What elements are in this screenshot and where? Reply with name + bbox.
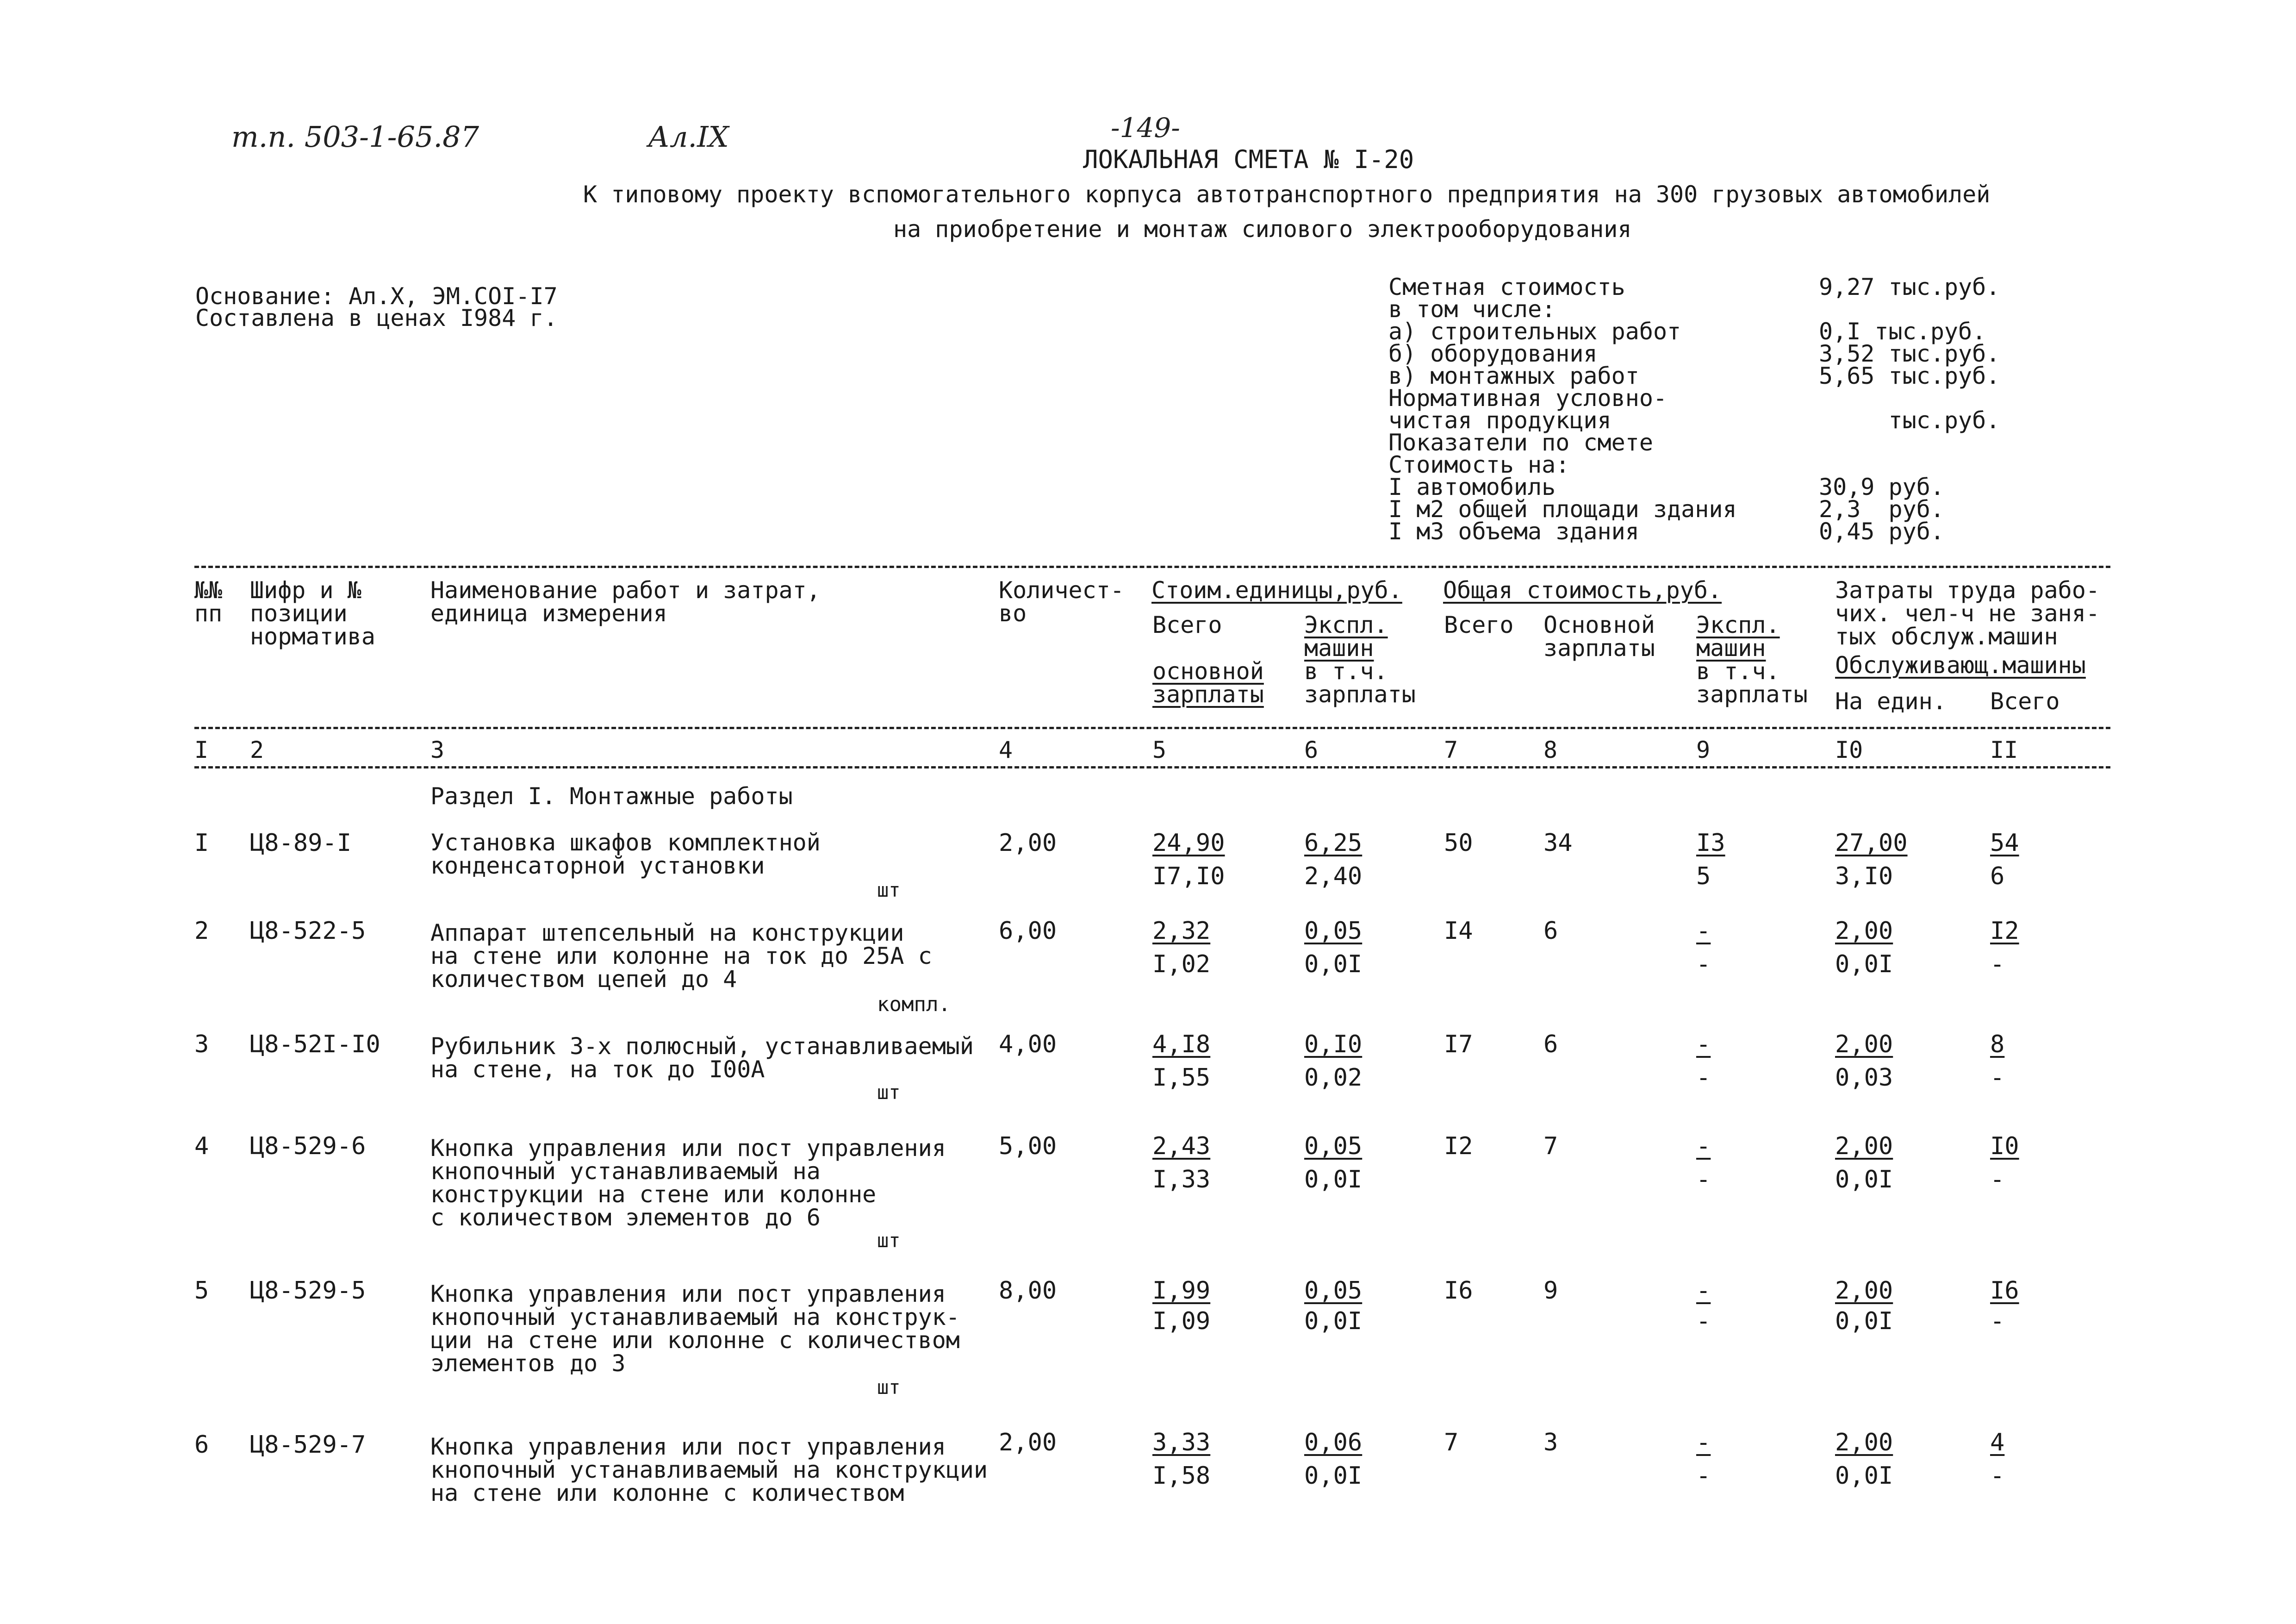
page-number: -149- (1111, 112, 1180, 144)
summary-value: 30,9 руб. (1819, 474, 1944, 500)
col-header-unit-machines: Экспл. машин (1304, 612, 1388, 662)
row-total-machines: - (1696, 1429, 1711, 1456)
col-header-labor-unit: На един. (1835, 688, 1947, 715)
dashed-rule (194, 566, 2110, 568)
row-code: Ц8-529-6 (250, 1132, 366, 1160)
col-number: 8 (1543, 737, 1558, 763)
row-description: Аппарат штепсельный на конструкции на стене или колонне на ток до 25А с количеством цепей до 4 (430, 919, 932, 993)
row-total-wage: 6 (1543, 1031, 1558, 1058)
col-number: 9 (1696, 737, 1711, 763)
summary-label: I м2 общей площади здания (1388, 496, 1737, 523)
row-unit-total: 4,I8 (1152, 1031, 1211, 1058)
row-labor-unit: 2,00 (1835, 1277, 1893, 1305)
row-total-wage: 7 (1543, 1132, 1558, 1160)
page-title: ЛОКАЛЬНАЯ СМЕТА № I-20 (1083, 145, 1414, 174)
col-header-code: Шифр и № позиции норматива (250, 577, 375, 650)
row-unit-wage: I,58 (1152, 1462, 1211, 1490)
row-total: 50 (1444, 829, 1473, 857)
row-unit-machines: 6,25 (1304, 829, 1363, 857)
row-unit-machine-wage: 0,02 (1304, 1064, 1363, 1092)
album-number: Ал.IX (648, 120, 729, 154)
basis-line-2: Составлена в ценах I984 г. (195, 305, 558, 331)
summary-value: 9,27 тыс.руб. (1819, 274, 2000, 300)
row-unit-machines: 0,05 (1304, 1277, 1363, 1305)
summary-label: а) строительных работ (1388, 318, 1681, 345)
row-labor-unit: 2,00 (1835, 1031, 1893, 1058)
row-labor-total-machines: 6 (1990, 862, 2005, 890)
col-number: 3 (430, 737, 445, 763)
row-labor-total-machines: - (1990, 950, 2005, 978)
row-unit-total: 24,90 (1152, 829, 1225, 857)
row-description: Кнопка управления или пост управления кнопочный устанавливаемый на конструкции на стене или колонне с количеством (430, 1433, 988, 1506)
row-total-machines: I3 (1696, 829, 1725, 857)
row-description: Кнопка управления или пост управления кнопочный устанавливаемый на конструк- ции на стене или колонне с количеством элементов до 3 (430, 1280, 960, 1377)
row-total-machines: - (1696, 1132, 1711, 1160)
col-number: 6 (1304, 737, 1319, 763)
col-header-number: №№ пп (194, 577, 223, 627)
row-labor-total-machines: - (1990, 1166, 2005, 1193)
subtitle-line-1: К типовому проекту вспомогательного корпуса автотранспортного предприятия на 300 грузовых автомобилей (583, 181, 1991, 208)
row-total-wage: 9 (1543, 1277, 1558, 1305)
row-labor-unit-machines: 3,I0 (1835, 862, 1893, 890)
row-description: Рубильник 3-х полюсный, устанавливаемый на стене, на ток до I00А (430, 1033, 974, 1083)
summary-value: 2,3 руб. (1819, 496, 1944, 523)
row-total-wage: 6 (1543, 917, 1558, 945)
summary-value: 0,I тыс.руб. (1819, 318, 1986, 345)
summary-label: Стоимость на: (1388, 451, 1570, 478)
col-header-name: Наименование работ и затрат, единица измерения (430, 577, 821, 627)
row-labor-total: 54 (1990, 829, 2019, 857)
row-labor-unit: 2,00 (1835, 1132, 1893, 1160)
row-number: 5 (194, 1277, 209, 1305)
row-description: Кнопка управления или пост управления кнопочный устанавливаемый на конструкции на стене или колонне с количеством элементов до 6 (430, 1135, 946, 1231)
row-total: I6 (1444, 1277, 1473, 1305)
row-code: Ц8-52I-I0 (250, 1031, 380, 1058)
summary-value: 0,45 руб. (1819, 518, 1944, 545)
row-unit: шт (877, 1229, 901, 1252)
row-code: Ц8-89-I (250, 829, 352, 857)
summary-value: тыс.руб. (1819, 407, 2000, 434)
row-total: I7 (1444, 1031, 1473, 1058)
row-total-machine-wage: - (1696, 1166, 1711, 1193)
row-number: I (194, 829, 209, 857)
section-title: Раздел I. Монтажные работы (430, 783, 793, 810)
row-total-machine-wage: - (1696, 1307, 1711, 1335)
row-quantity: 2,00 (999, 1429, 1057, 1456)
row-unit-wage: I,55 (1152, 1064, 1211, 1092)
row-labor-unit-machines: 0,03 (1835, 1064, 1893, 1092)
row-unit: шт (877, 1376, 901, 1399)
row-labor-unit: 27,00 (1835, 829, 1908, 857)
summary-value: 3,52 тыс.руб. (1819, 340, 2000, 367)
row-total: I4 (1444, 917, 1473, 945)
summary-label: б) оборудования (1388, 340, 1598, 367)
subtitle-line-2: на приобретение и монтаж силового электрооборудования (893, 216, 1632, 243)
row-unit-machines: 0,06 (1304, 1429, 1363, 1456)
col-header-labor-machines: Обслуживающ.машины (1835, 652, 2086, 679)
row-unit-wage: I,33 (1152, 1166, 1211, 1193)
group-header-total-cost: Общая стоимость,руб. (1443, 577, 1722, 604)
row-labor-unit-machines: 0,0I (1835, 1307, 1893, 1335)
col-header-total-machines: Экспл. машин (1696, 612, 1780, 662)
row-quantity: 4,00 (999, 1031, 1057, 1058)
row-unit-machine-wage: 0,0I (1304, 1166, 1363, 1193)
summary-label: в том числе: (1388, 296, 1556, 323)
row-total-machine-wage: - (1696, 1064, 1711, 1092)
group-header-unit-cost: Стоим.единицы,руб. (1151, 577, 1402, 604)
summary-value: 5,65 тыс.руб. (1819, 362, 2000, 389)
row-unit-wage: I,09 (1152, 1307, 1211, 1335)
row-number: 2 (194, 917, 209, 945)
row-unit-total: I,99 (1152, 1277, 1211, 1305)
row-labor-unit-machines: 0,0I (1835, 950, 1893, 978)
col-number: 5 (1152, 737, 1167, 763)
row-quantity: 8,00 (999, 1277, 1057, 1305)
row-number: 4 (194, 1132, 209, 1160)
row-unit-machine-wage: 0,0I (1304, 1307, 1363, 1335)
row-labor-unit: 2,00 (1835, 917, 1893, 945)
basis-line-1: Основание: Ал.Х, ЭМ.СОI-I7 (195, 283, 558, 310)
row-total-wage: 3 (1543, 1429, 1558, 1456)
row-unit-machines: 0,I0 (1304, 1031, 1363, 1058)
row-total-machines: - (1696, 1031, 1711, 1058)
row-unit: шт (877, 879, 901, 901)
row-labor-total-machines: - (1990, 1462, 2005, 1490)
row-labor-total: I6 (1990, 1277, 2019, 1305)
row-total: I2 (1444, 1132, 1473, 1160)
summary-label: Нормативная условно- (1388, 385, 1668, 412)
summary-label: чистая продукция (1388, 407, 1612, 434)
row-code: Ц8-529-5 (250, 1277, 366, 1305)
col-header-total-wage: Основной зарплаты (1543, 612, 1655, 662)
col-header-total-machine-wage: в т.ч. зарплаты (1696, 658, 1808, 708)
row-labor-total: 8 (1990, 1031, 2005, 1058)
row-total-machines: - (1696, 917, 1711, 945)
row-unit-machines: 0,05 (1304, 917, 1363, 945)
row-code: Ц8-529-7 (250, 1431, 366, 1459)
dashed-rule (194, 727, 2110, 729)
col-number: II (1990, 737, 2018, 763)
row-labor-total-machines: - (1990, 1064, 2005, 1092)
row-total: 7 (1444, 1429, 1459, 1456)
row-labor-total: 4 (1990, 1429, 2005, 1456)
col-number: I (194, 737, 209, 763)
summary-label: Показатели по смете (1388, 429, 1653, 456)
group-header-labor: Затраты труда рабо- чих. чел-ч не заня- тых обслуж.машин (1835, 577, 2100, 650)
col-header-unit-machine-wage: в т.ч. зарплаты (1304, 658, 1416, 708)
row-total-machine-wage: - (1696, 950, 1711, 978)
row-description: Установка шкафов комплектной конденсаторной установки (430, 829, 821, 879)
summary-label: I автомобиль (1388, 474, 1556, 500)
row-number: 3 (194, 1031, 209, 1058)
col-header-unit-total: Всего (1152, 612, 1222, 638)
row-total-machine-wage: - (1696, 1462, 1711, 1490)
col-header-total: Всего (1444, 612, 1514, 638)
row-labor-total-machines: - (1990, 1307, 2005, 1335)
summary-label: I м3 объема здания (1388, 518, 1639, 545)
row-quantity: 2,00 (999, 829, 1057, 857)
row-number: 6 (194, 1431, 209, 1459)
row-unit-machine-wage: 0,0I (1304, 950, 1363, 978)
summary-label: Сметная стоимость (1388, 274, 1625, 300)
row-unit-wage: I7,I0 (1152, 862, 1225, 890)
row-unit-machines: 0,05 (1304, 1132, 1363, 1160)
row-quantity: 6,00 (999, 917, 1057, 945)
row-unit-total: 2,43 (1152, 1132, 1211, 1160)
row-unit-total: 3,33 (1152, 1429, 1211, 1456)
col-header-quantity: Количест- во (999, 577, 1124, 627)
row-labor-total: I2 (1990, 917, 2019, 945)
col-number: 2 (250, 737, 264, 763)
col-number: I0 (1835, 737, 1863, 763)
row-total-machines: - (1696, 1277, 1711, 1305)
dashed-rule (194, 766, 2110, 768)
row-quantity: 5,00 (999, 1132, 1057, 1160)
col-number: 4 (999, 737, 1013, 763)
row-labor-unit: 2,00 (1835, 1429, 1893, 1456)
row-labor-total: I0 (1990, 1132, 2019, 1160)
row-unit-wage: I,02 (1152, 950, 1211, 978)
row-unit-machine-wage: 0,0I (1304, 1462, 1363, 1490)
row-total-machine-wage: 5 (1696, 862, 1711, 890)
row-unit-total: 2,32 (1152, 917, 1211, 945)
col-header-unit-wage: основной зарплаты (1152, 658, 1264, 708)
row-unit-machine-wage: 2,40 (1304, 862, 1363, 890)
row-labor-unit-machines: 0,0I (1835, 1462, 1893, 1490)
row-unit: компл. (877, 993, 951, 1016)
doc-code: т.п. 503-1-65.87 (231, 120, 479, 154)
col-header-labor-total: Всего (1990, 688, 2060, 715)
row-unit: шт (877, 1081, 901, 1104)
row-code: Ц8-522-5 (250, 917, 366, 945)
col-number: 7 (1444, 737, 1458, 763)
row-total-wage: 34 (1543, 829, 1573, 857)
row-labor-unit-machines: 0,0I (1835, 1166, 1893, 1193)
summary-label: в) монтажных работ (1388, 362, 1639, 389)
